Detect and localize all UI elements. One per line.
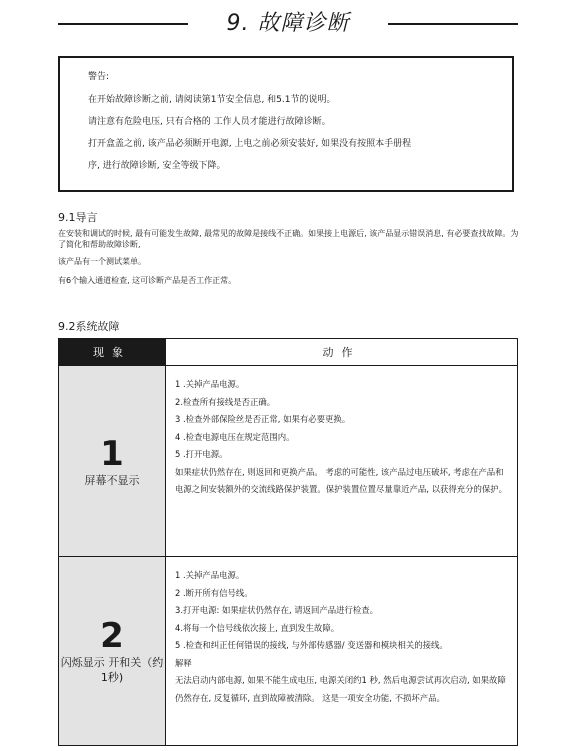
intro-heading: 9.1导言	[58, 211, 98, 224]
fault-number: 1	[100, 433, 124, 474]
fault-label: 闪烁显示 开和关（约1秒)	[60, 656, 164, 684]
warning-line: 序, 进行故障诊断, 安全等级下降。	[88, 161, 226, 171]
symptom-cell	[59, 366, 166, 557]
header-action: 动作	[166, 339, 518, 366]
fault-label: 屏幕不显示	[84, 473, 140, 487]
action-step: 1 .关掉产品电源。	[175, 570, 245, 580]
table-row	[59, 366, 518, 557]
action-step: 3.打开电源: 如果症状仍然存在, 请返回产品进行检查。	[175, 605, 379, 615]
intro-section	[58, 228, 523, 294]
warning-title: 警告:	[88, 72, 110, 82]
intro-paragraph: 该产品有一个测试菜单。	[58, 257, 146, 266]
intro-paragraph: 有6个输入通道检查, 这可诊断产品是否工作正常。	[58, 276, 237, 285]
symptom-cell	[59, 557, 166, 746]
action-step: 5 .检查和纠正任何错误的接线, 与外部传感器/ 变送器和模块相关的接线。	[175, 640, 448, 650]
fault-number: 2	[100, 616, 124, 656]
table-row	[59, 557, 518, 746]
system-heading: 9.2系统故障	[58, 320, 120, 333]
action-note: 如果症状仍然存在, 则返回和更换产品。 考虑的可能性, 该产品过电压破坏, 考虑在产品和电源之间安装额外的交流线路保护装置。保护装置位置尽量靠近产品, 以获得充分的保护。	[175, 466, 507, 494]
header-symptom: 现象	[59, 339, 166, 366]
table-header-row	[59, 339, 518, 366]
action-step: 5 .打开电源。	[175, 449, 228, 459]
intro-paragraph: 在安装和调试的时候, 最有可能发生故障, 最常见的故障是接线不正确。如果接上电源后, 该产品显示错误消息, 有必要查找故障。为了简化和帮助故障诊断,	[58, 229, 519, 249]
warning-line: 请注意有危险电压, 只有合格的 工作人员才能进行故障诊断。	[88, 117, 331, 127]
action-step: 3 .检查外部保险丝是否正常, 如果有必要更换。	[175, 414, 351, 424]
action-cell	[166, 366, 518, 557]
action-subheading: 解释	[175, 657, 192, 668]
action-step: 2.检查所有接线是否正确。	[175, 396, 276, 407]
title-rule-right	[388, 23, 518, 25]
action-step: 4.将每一个信号线依次接上, 直到发生故障。	[175, 622, 340, 633]
action-cell	[166, 557, 518, 746]
page-title: 9. 故障诊断	[226, 11, 350, 36]
action-step: 2 .断开所有信号线。	[175, 587, 253, 598]
action-step: 4 .检查电源电压在规定范围内。	[175, 431, 295, 442]
title-row	[58, 8, 518, 42]
warning-box	[58, 56, 514, 192]
fault-table	[58, 338, 518, 746]
warning-line: 在开始故障诊断之前, 请阅读第1节安全信息, 和5.1节的说明。	[88, 95, 336, 105]
action-step: 1 .关掉产品电源。	[175, 379, 245, 389]
action-note: 无法启动内部电源, 如果不能生成电压, 电源关闭约1 秒, 然后电源尝试再次启动, 如果故障仍然存在, 反复循环, 直到故障被清除。 这是一项安全功能, 不损坏产品。	[175, 675, 506, 703]
warning-line: 打开盒盖之前, 该产品必须断开电源, 上电之前必须安装好, 如果没有按照本手册程	[88, 139, 412, 149]
title-rule-left	[58, 23, 188, 25]
